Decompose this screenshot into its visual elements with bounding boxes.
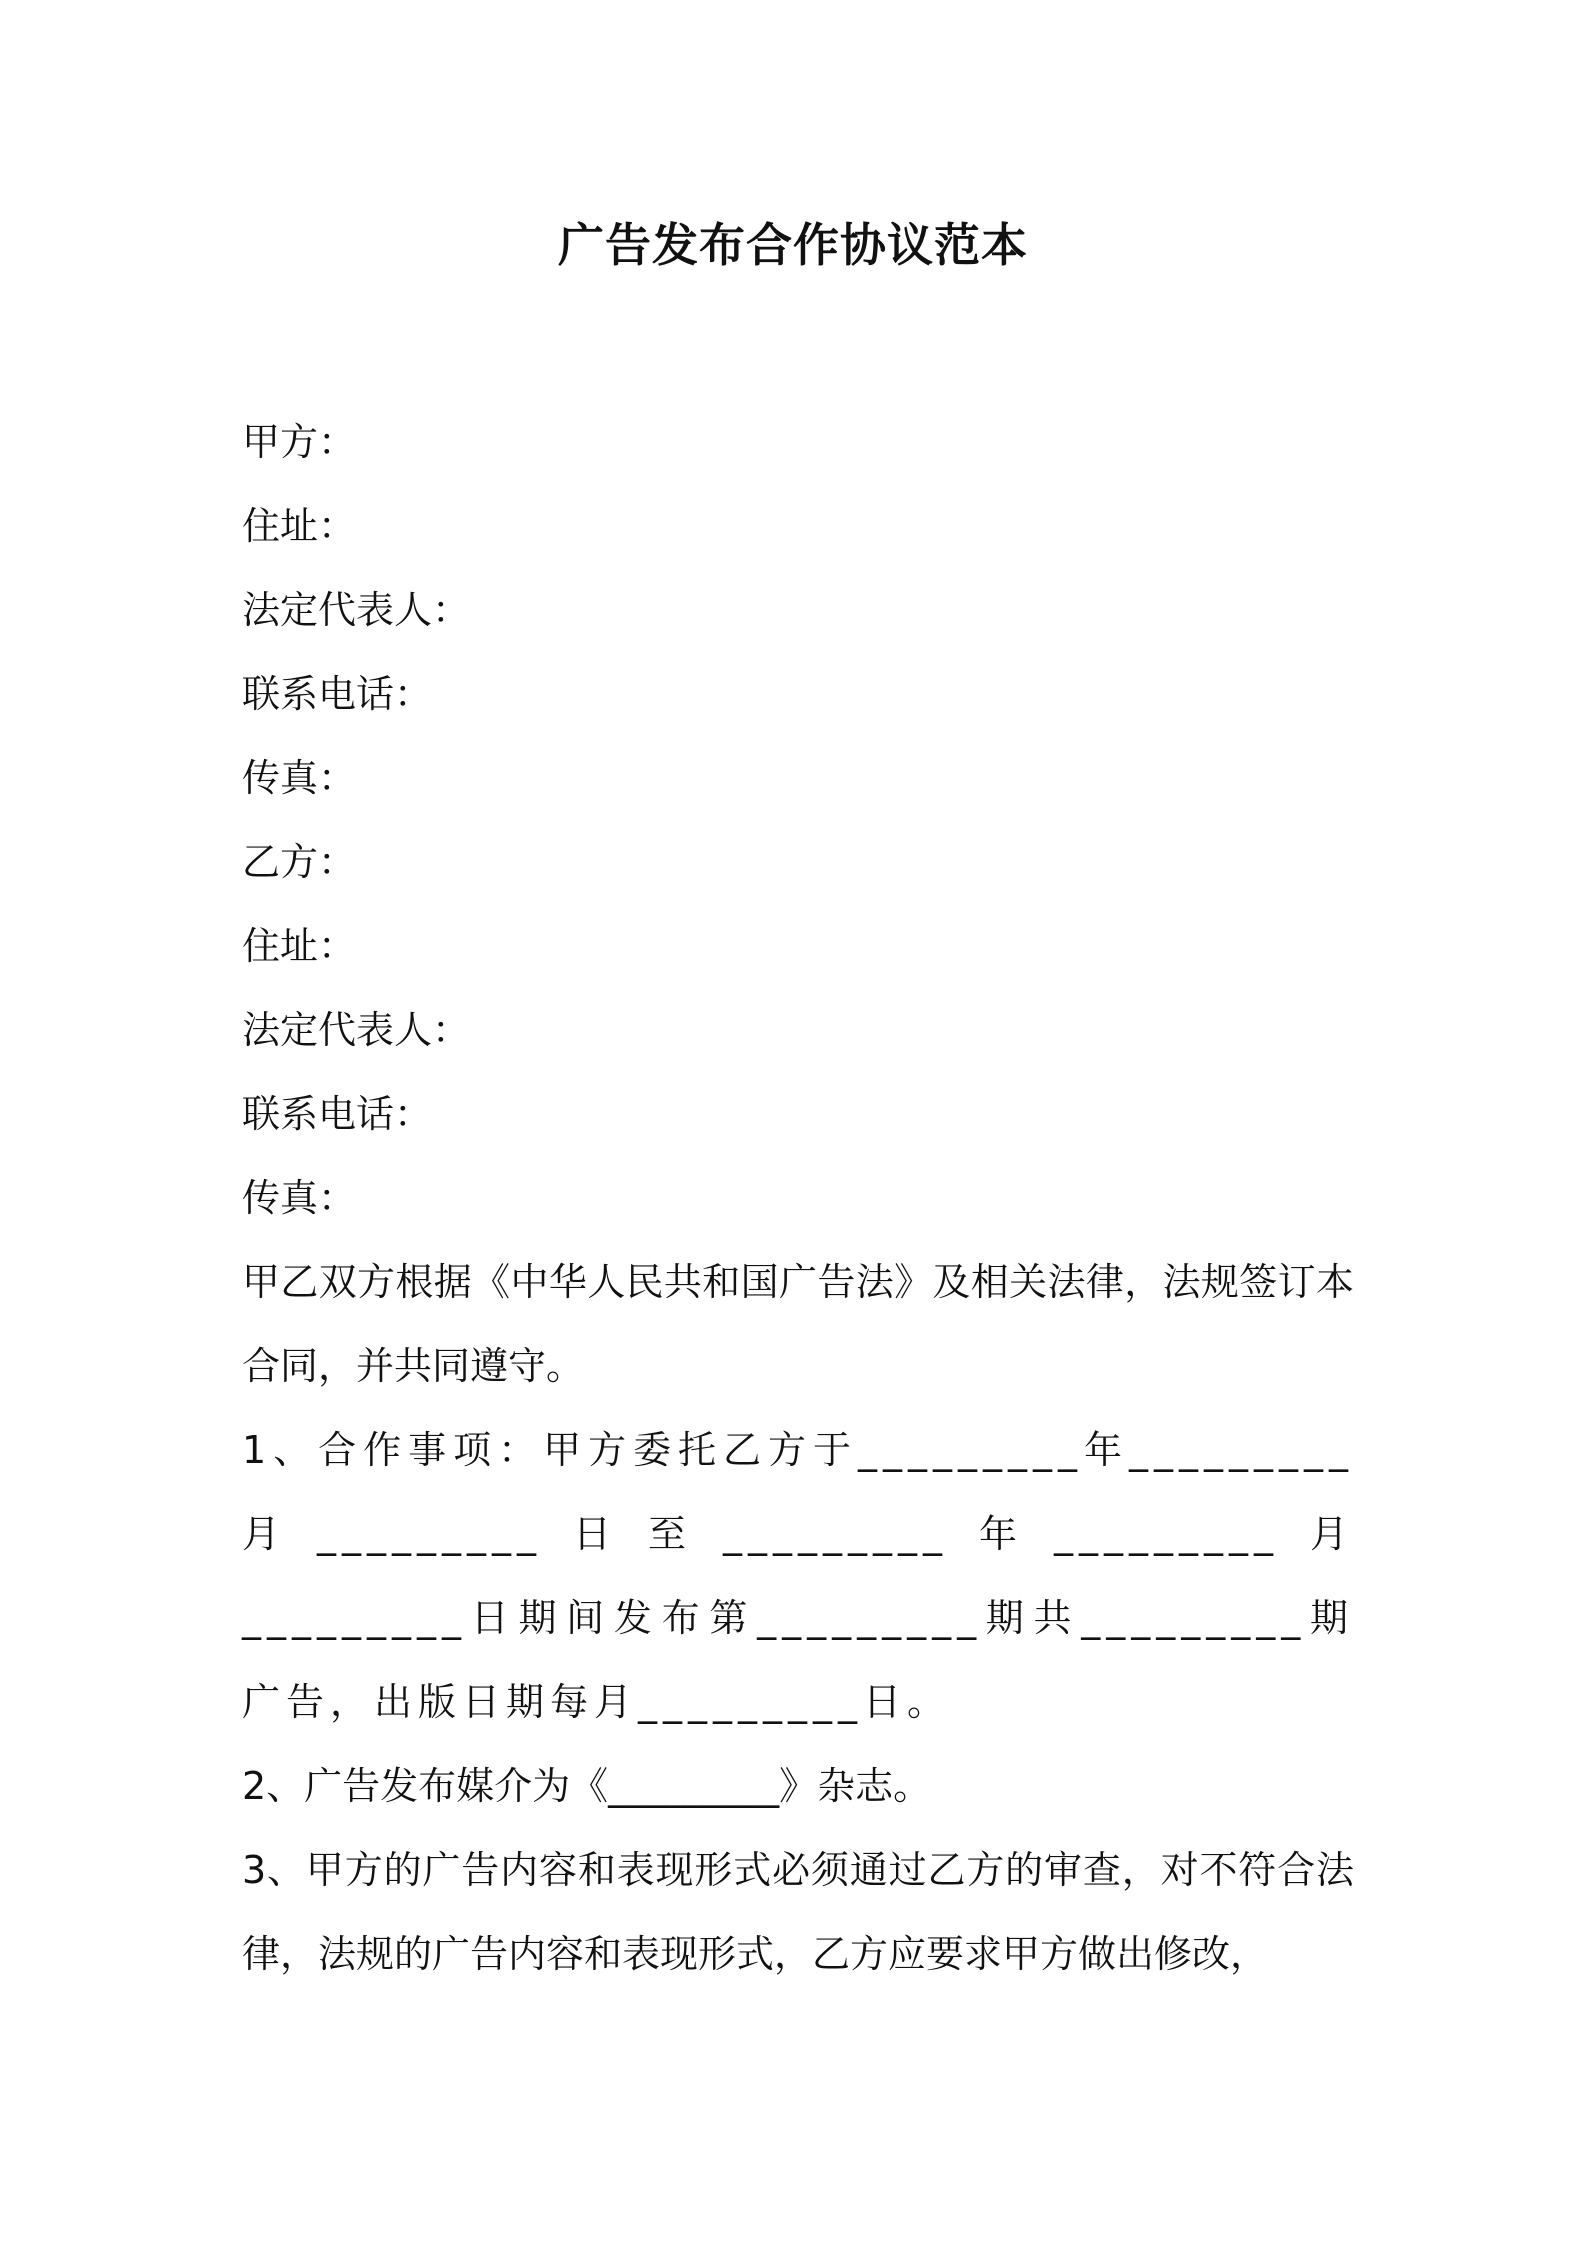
party-b-phone-label: 联系电话： [242, 1092, 433, 1136]
party-b-address-label: 住址： [242, 924, 357, 968]
clause-1-paragraph: 1、合作事项：甲方委托乙方于_________年_________月_________日至_________年_________月_________日期间发布第_________期共_________期广告，出版日期每月_________日。 [242, 1428, 1354, 1724]
party-a-phone-label: 联系电话： [242, 672, 433, 716]
party-b-fax-label: 传真： [242, 1176, 357, 1220]
clause-3-paragraph: 3、甲方的广告内容和表现形式必须通过乙方的审查，对不符合法律，法规的广告内容和表现形式，乙方应要求甲方做出修改， [242, 1848, 1354, 1976]
party-a-address-label: 住址： [242, 504, 357, 548]
clause-2-paragraph: 2、广告发布媒介为《_________》杂志。 [242, 1764, 932, 1808]
party-a-legal-rep-label: 法定代表人： [242, 588, 471, 632]
party-a-label: 甲方： [242, 420, 357, 464]
preamble-paragraph: 甲乙双方根据《中华人民共和国广告法》及相关法律，法规签订本合同，并共同遵守。 [242, 1260, 1354, 1388]
party-b-legal-rep-label: 法定代表人： [242, 1008, 471, 1052]
document-body [242, 400, 1354, 1996]
party-a-fax-label: 传真： [242, 756, 357, 800]
document-title: 广告发布合作协议范本 [558, 218, 1028, 272]
party-b-label: 乙方： [242, 840, 357, 884]
